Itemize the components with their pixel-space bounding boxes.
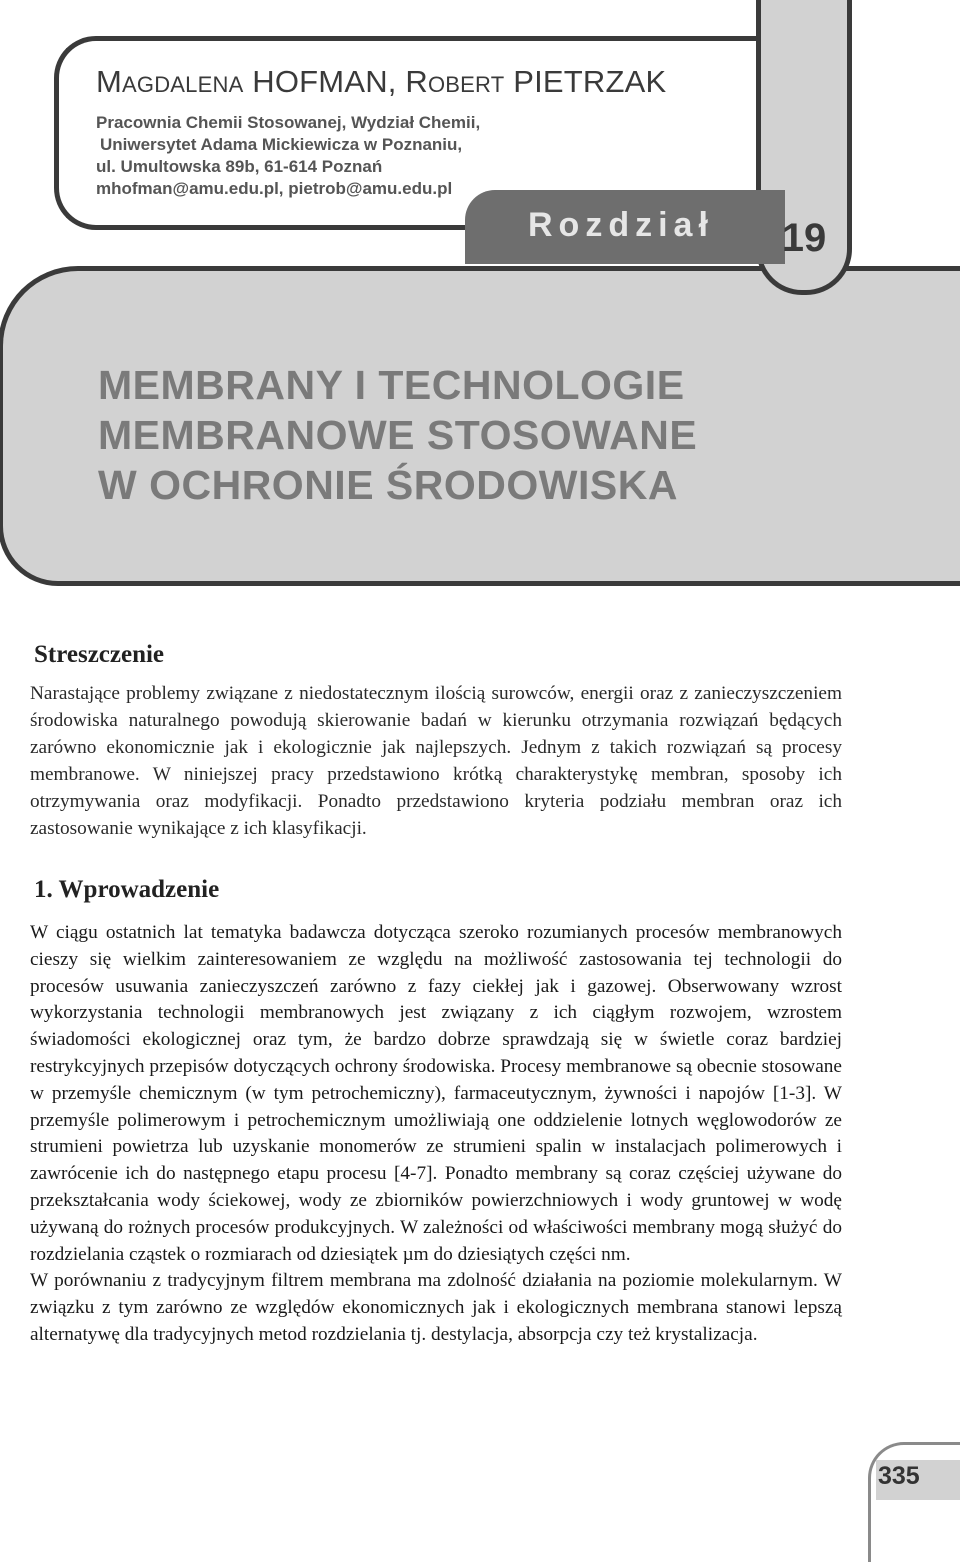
section-heading: 1. Wprowadzenie [34, 876, 220, 903]
affiliation-line: Pracownia Chemii Stosowanej, Wydział Chemii, [96, 113, 481, 132]
section-body [30, 920, 842, 1349]
chapter-label: Rozdział [528, 206, 714, 244]
chapter-number: 19 [781, 216, 827, 260]
affiliation-line: Uniwersytet Adama Mickiewicza w Poznaniu, [100, 135, 463, 154]
paragraph: W porównaniu z tradycyjnym filtrem membrana ma zdolność działania na poziomie molekularnym. W związku z tym zarówno ze względów ekonomicznych jak i ekologicznych membrana stanowi lepszą alternatywę dla tradycyjnych metod rozdzielania tj. destylacja, absorpcja czy też krystalizacja. [30, 1270, 842, 1345]
chapter-title [98, 360, 798, 510]
affiliation-line: ul. Umultowska 89b, 61-614 Poznań [96, 157, 383, 176]
title-line: MEMBRANOWE STOSOWANE [98, 412, 698, 458]
authors: Magdalena HOFMAN, Robert PIETRZAK [96, 64, 667, 99]
title-line: MEMBRANY I TECHNOLOGIE [98, 362, 685, 408]
title-line: W OCHRONIE ŚRODOWISKA [98, 462, 678, 508]
page-number: 335 [878, 1462, 920, 1490]
abstract-heading: Streszczenie [34, 641, 165, 668]
abstract-text: Narastające problemy związane z niedostatecznym ilością surowców, energii oraz z zanieczyszczeniem środowiska naturalnego powodują skierowanie badań w kierunku otrzymania rozwiązań będących zarówno ekonomicznie jak i ekologicznie jak najlepszych. Jednym z takich rozwiązań są procesy membranowe. W niniejszej pracy przedstawiono krótką charakterystykę membran, sposoby ich otrzymywania oraz modyfikacji. Ponadto przedstawiono kryteria podziału membran oraz ich zastosowanie wynikające z ich klasyfikacji. [30, 683, 842, 839]
affiliation [96, 112, 516, 200]
author-emails: mhofman@amu.edu.pl, pietrob@amu.edu.pl [96, 179, 453, 198]
paragraph: W ciągu ostatnich lat tematyka badawcza dotycząca szeroko rozumianych procesów membranowych cieszy się wielkim zainteresowaniem ze względu na możliwość zastosowania tej technologii do procesów usuwania zanieczyszczeń zarówno z fazy ciekłej jak i gazowej. Obserwowany wzrost wykorzystania technologii membranowych jest związany z ich ciągłym rozwojem, wzrostem świadomości ekologicznej oraz tym, że bardzo dobrze sprawdzają się w świetle coraz bardziej restrykcyjnych przepisów dotyczących ochrony środowiska. Procesy membranowe są obecnie stosowane w przemyśle chemicznym (w tym petrochemiczny), farmaceutycznym, żywności i napojów [1-3]. W przemyśle polimerowym i petrochemicznym umożliwiają one oddzielenie lotnych węglowodorów ze strumieni powietrza lub uzyskanie monomerów ze strumieni spalin w instalacjach polimerowych i zawrócenie ich do następnego etapu procesu [4-7]. Ponadto membrany są coraz częściej używane do przekształcania wody ściekowej, wody ze zbiorników powierzchniowych i wody gruntowej w wodę używaną do rożnych procesów produkcyjnych. W zależności od właściwości membrany mogą służyć do rozdzielania cząstek o rozmiarach od dziesiątek µm do dziesiątych części nm. [30, 922, 842, 1265]
